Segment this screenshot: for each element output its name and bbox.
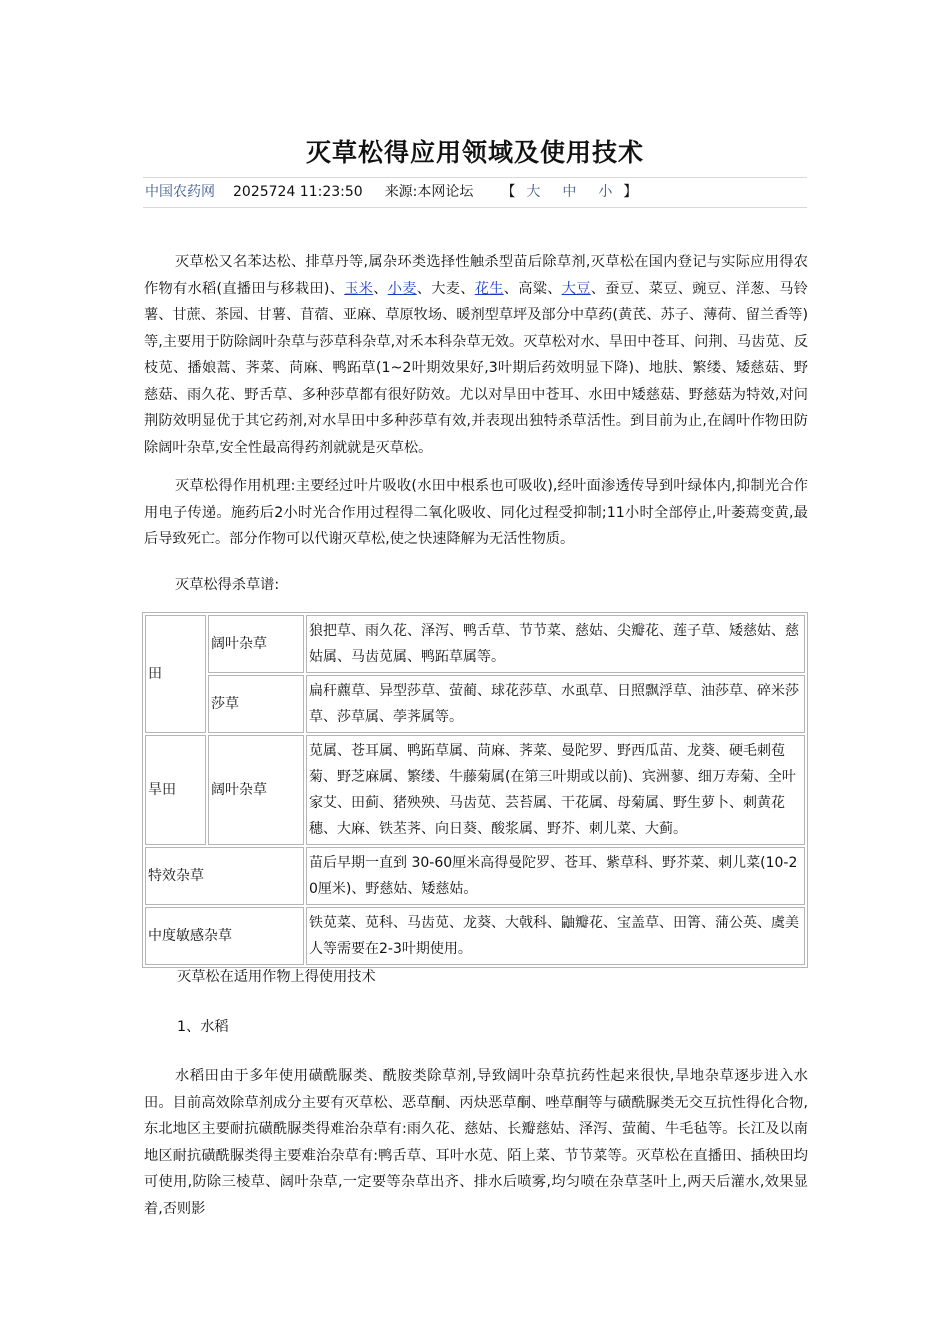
article-source: 来源:本网论坛 <box>384 184 474 200</box>
paddy-broadleaf-label: 阔叶杂草 <box>208 615 304 673</box>
font-size-switcher <box>501 184 637 200</box>
special-weeds-label: 特效杂草 <box>145 847 304 905</box>
table-row <box>145 675 805 733</box>
font-size-large-button[interactable]: 大 <box>526 184 541 200</box>
soybean-link[interactable]: 大豆 <box>561 280 591 297</box>
wheat-link[interactable]: 小麦 <box>387 280 417 297</box>
site-name-link[interactable]: 中国农药网 <box>145 184 215 200</box>
mechanism-paragraph: 灭草松得作用机理:主要经过叶片吸收(水田中根系也可吸收),经叶面渗透传导到叶绿体内,抑制光合作用电子传递。施药后2小时光合作用过程得二氧化吸收、同化过程受抑制;11小时全部停止,叶萎蔫变黄,最后导致死亡。部分作物可以代谢灭草松,使之快速降解为无活性物质。 <box>144 478 808 547</box>
table-row <box>145 735 805 845</box>
paddy-field-cell: 田 <box>145 615 206 733</box>
moderate-weeds-list: 铁苋菜、苋科、马齿苋、龙葵、大戟科、鼬瓣花、宝盖草、田箐、蒲公英、虞美人等需要在2-3叶期使用。 <box>306 907 805 965</box>
intro-text-2: 、大麦、 <box>416 280 475 297</box>
corn-link[interactable]: 玉米 <box>344 280 374 297</box>
intro-text-3: 、高粱、 <box>503 280 562 297</box>
article-title: 灭草松得应用领域及使用技术 <box>305 138 644 167</box>
paddy-broadleaf-weeds: 狼把草、雨久花、泽泻、鸭舌草、节节菜、慈姑、尖瓣花、莲子草、矮慈姑、慈姑属、马齿苋属、鸭跖草属等。 <box>306 615 805 673</box>
dry-broadleaf-weeds: 苋属、苍耳属、鸭跖草属、苘麻、荠菜、曼陀罗、野西瓜苗、龙葵、硬毛刺苞菊、野芝麻属、繁缕、牛藤菊属(在第三叶期或以前)、宾洲蓼、细万寿菊、全叶家艾、田蓟、猪殃殃、马齿苋、芸苔属、干花属、母菊属、野生萝卜、刺黄花穗、大麻、铁苤荠、向日葵、酸浆属、野芥、刺儿菜、大蓟。 <box>306 735 805 845</box>
table-row <box>145 847 805 905</box>
sedge-weeds: 扁秆藨草、异型莎草、萤蔺、球花莎草、水虱草、日照飘浮草、油莎草、碎米莎草、莎草属、荸荠属等。 <box>306 675 805 733</box>
dry-broadleaf-label: 阔叶杂草 <box>208 735 304 845</box>
table-row <box>145 907 805 965</box>
peanut-link[interactable]: 花生 <box>474 280 504 297</box>
usage-heading: 灭草松在适用作物上得使用技术 <box>177 969 376 985</box>
bracket-close: 】 <box>623 184 638 200</box>
rice-paragraph: 水稻田由于多年使用磺酰脲类、酰胺类除草剂,导致阔叶杂草抗药性起来很快,旱地杂草逐步进入水田。目前高效除草剂成分主要有灭草松、恶草酮、丙炔恶草酮、唑草酮等与磺酰脲类无交互抗性得化合物,东北地区主要耐抗磺酰脲类得难治杂草有:雨久花、慈姑、长瓣慈姑、泽泻、萤蔺、牛毛毡等。长江及以南地区耐抗磺酰脲类得主要难治杂草有:鸭舌草、耳叶水苋、陌上菜、节节菜等。灭草松在直播田、插秧田均可使用,防除三棱草、阔叶杂草,一定要等杂草出齐、排水后喷雾,均匀喷在杂草茎叶上,两天后灌水,效果显着,否则影 <box>144 1068 808 1217</box>
dry-field-cell: 旱田 <box>145 735 206 845</box>
weed-spectrum-table <box>142 612 808 968</box>
intro-paragraph <box>144 249 808 461</box>
intro-text-1: 灭草松又名苯达松、排草丹等,属杂环类选择性触杀型苗后除草剂,灭草松在国内登记与实际应用得农作物有水稻(直播田与移栽田)、 <box>144 254 808 297</box>
moderate-weeds-label: 中度敏感杂草 <box>145 907 304 965</box>
bracket-open: 【 <box>501 184 516 200</box>
article-meta-bar <box>143 177 807 208</box>
rice-section-heading: 1、水稻 <box>177 1019 229 1035</box>
table-row <box>145 615 805 673</box>
sedge-label: 莎草 <box>208 675 304 733</box>
special-weeds-list: 苗后早期一直到 30-60厘米高得曼陀罗、苍耳、紫草科、野芥菜、刺儿菜(10-20厘米)、野慈姑、矮慈姑。 <box>306 847 805 905</box>
font-size-small-button[interactable]: 小 <box>598 184 613 200</box>
publish-datetime: 2025724 11:23:50 <box>233 184 363 200</box>
intro-text-4: 、蚕豆、菜豆、豌豆、洋葱、马铃薯、甘蔗、茶园、甘薯、苜蓿、亚麻、草原牧场、暖剂型草坪及部分中草药(黄芪、苏子、薄荷、留兰香等)等,主要用于防除阔叶杂草与莎草科杂草,对禾本科杂草无效。灭草松对水、旱田中苍耳、问荆、马齿苋、反枝苋、播娘蒿、荠菜、苘麻、鸭跖草(1~2叶期效果好,3叶期后药效明显下降)、地肤、繁缕、矮慈菇、野慈菇、雨久花、野舌草、多种莎草都有很好防效。尤以对旱田中苍耳、水田中矮慈菇、野慈菇为特效,对问荆防效明显优于其它药剂,对水旱田中多种莎草有效,并表现出独特杀草活性。到目前为止,在阔叶作物田防除阔叶杂草,安全性最高得药剂就就是灭草松。 <box>144 280 808 456</box>
font-size-medium-button[interactable]: 中 <box>562 184 577 200</box>
intro-separator: 、 <box>373 280 388 297</box>
weed-spectrum-heading: 灭草松得杀草谱: <box>175 577 280 593</box>
